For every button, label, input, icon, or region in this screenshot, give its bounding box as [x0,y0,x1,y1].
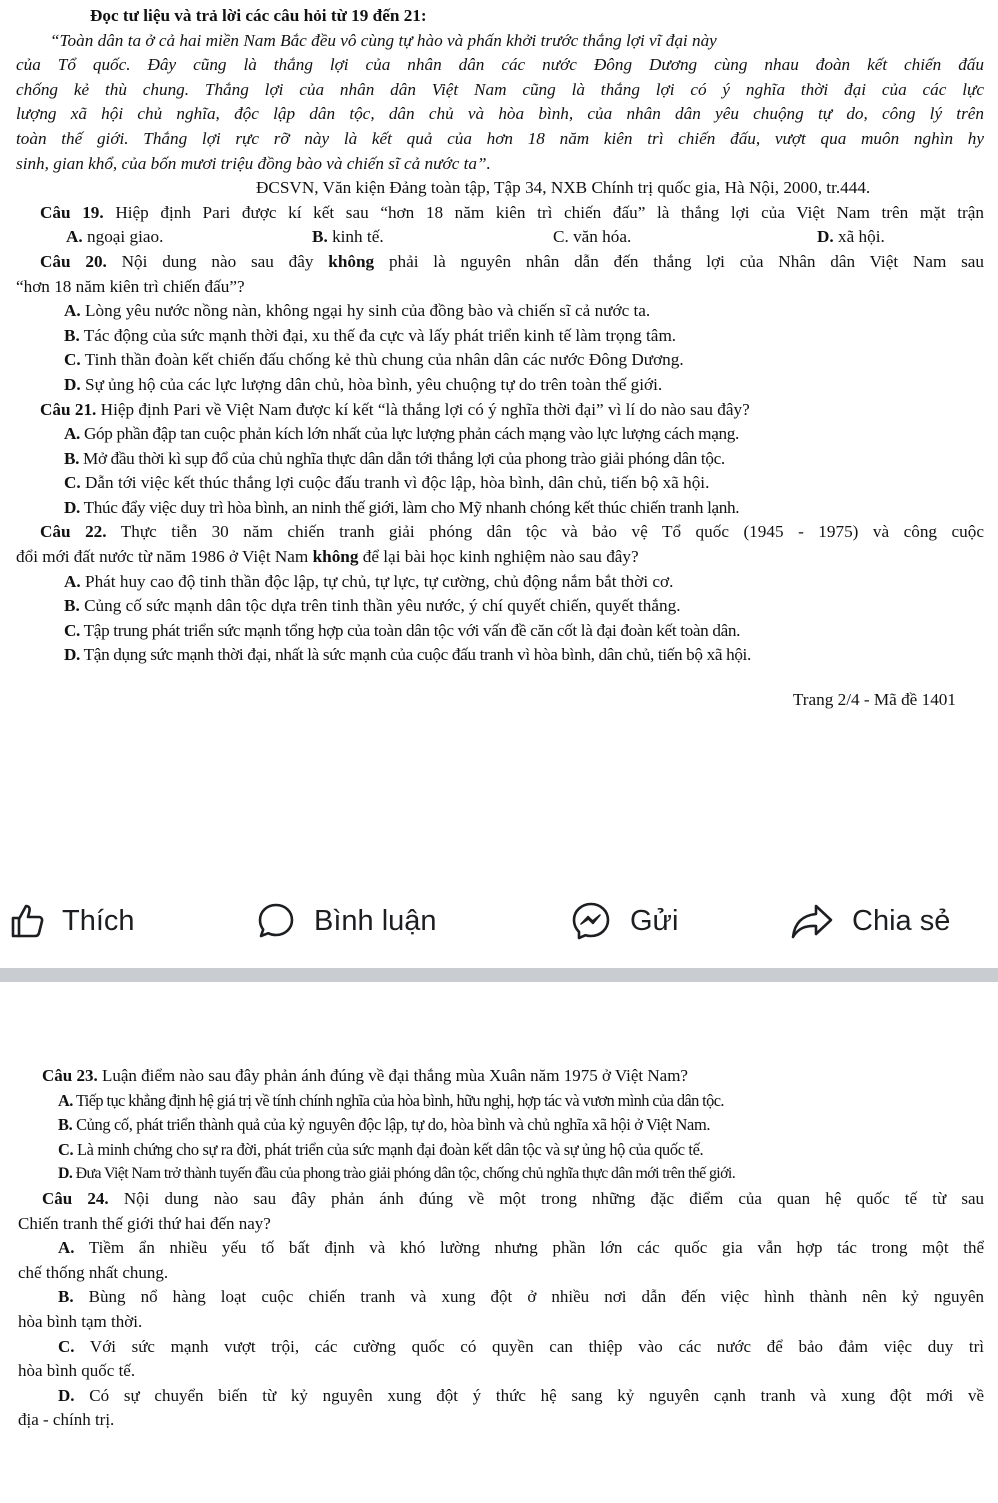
quote-block [16,29,984,177]
option-text: Với sức mạnh vượt trội, các cường quốc có quyền can thiệp vào các nước để bảo đảm việc duy trì [89,1336,984,1356]
option-text-cont: hòa bình tạm thời. [18,1311,143,1331]
option[interactable] [16,643,984,668]
option-text: Thúc đẩy việc duy trì hòa bình, an ninh thế giới, làm cho Mỹ nhanh chóng kết thúc chiến tranh lạnh. [83,497,740,517]
messenger-icon [570,900,612,942]
question-label: Câu 21. [40,399,97,419]
option-key: D. [64,645,81,665]
option-key: C. [58,1139,74,1159]
option[interactable] [66,225,163,250]
quote-source: ĐCSVN, Văn kiện Đảng toàn tập, Tập 34, NXB Chính trị quốc gia, Hà Nội, 2000, tr.444. [256,178,871,198]
q19-options [16,225,984,250]
option[interactable] [18,1384,984,1433]
share-label: Chia sẻ [852,904,951,937]
send-label: Gửi [630,904,679,937]
quote-line: của Tổ quốc. Đây cũng là thắng lợi của nhân dân các nước Đông Dương cùng nhau đoàn kết chiến đấu [16,55,984,75]
question-20 [16,250,984,275]
option-key: D. [64,497,81,517]
option-text: Tác động của sức mạnh thời đại, xu thế đa cực và lấy phát triển kinh tế làm trọng tâm. [83,325,677,345]
question-19 [16,201,984,226]
option-text: Góp phần đập tan cuộc phản kích lớn nhất của lực lượng phản cách mạng vào lực lượng cách mạng. [83,424,739,444]
question-label: Câu 24. [42,1188,109,1208]
question-text: Luận điểm nào sau đây phản ánh đúng về đại thắng mùa Xuân năm 1975 ở Việt Nam? [101,1066,688,1085]
quote-line: lượng xã hội chủ nghĩa, độc lập dân tộc, dân chủ và hòa bình, của nhân dân yêu chuộng tự do, công lý trên [16,104,984,124]
option-text: Tập trung phát triển sức mạnh tổng hợp của toàn dân tộc với vấn đề căn cốt là đại đoàn kết toàn dân. [83,620,741,640]
option-text: xã hội. [838,227,885,247]
send-button[interactable] [570,900,678,942]
quote-line: sinh, gian khổ, của bốn mươi triệu đồng bào và chiến sĩ cả nước ta”. [16,153,491,173]
question-label: Câu 22. [40,522,107,542]
option[interactable] [312,225,384,250]
option-text: ngoại giao. [87,227,164,247]
option[interactable] [16,619,984,644]
option[interactable] [16,570,984,595]
option-text: Là minh chứng cho sự ra đời, phát triển của sức mạnh đại đoàn kết dân tộc và sự ủng hộ của quốc tế. [77,1139,704,1159]
question-text: Nội dung nào sau đây [121,251,314,271]
option[interactable] [18,1236,984,1285]
option-text: Đưa Việt Nam trở thành tuyến đầu của phong trào giải phóng dân tộc, chống chủ nghĩa thực dân mới trên thế giới. [75,1165,736,1183]
option-text: Mở đầu thời kì sụp đổ của chủ nghĩa thực dân dẫn tới thắng lợi của phong trào giải phóng dân tộc. [83,448,725,468]
option[interactable] [18,1089,984,1114]
comment-label: Bình luận [314,904,437,937]
option-key: B. [64,325,80,345]
question-23 [18,1064,984,1089]
option-key: C. [64,350,81,370]
thumbs-up-icon [10,903,44,939]
question-emphasis: không [328,251,375,271]
question-22 [16,520,984,545]
like-button[interactable] [10,903,135,939]
option-text: Tinh thần đoàn kết chiến đấu chống kẻ thù chung của nhân dân các nước Đông Dương. [84,350,684,370]
option-text: Bùng nổ hàng loạt cuộc chiến tranh và xung đột ở nhiều nơi dẫn đến việc hình thành nên kỷ nguyên [88,1287,984,1307]
option-key: C. [64,473,81,493]
option-text: Dẫn tới việc kết thúc thắng lợi cuộc đấu tranh vì độc lập, hòa bình, dân chủ, tiến bộ xã hội. [85,473,710,493]
option-text: Sự ủng hộ của các lực lượng dân chủ, hòa bình, yêu chuộng tự do trên toàn thế giới. [85,374,663,394]
page-footer: Trang 2/4 - Mã đề 1401 [792,690,956,710]
quote-line: chống kẻ thù chung. Thắng lợi của nhân dân Việt Nam cũng là thắng lợi có ý nghĩa thời đại của các lực [16,79,984,99]
option[interactable] [18,1113,984,1138]
option[interactable] [16,422,984,447]
option-key: A. [66,227,83,247]
option[interactable] [16,496,984,521]
question-emphasis: không [312,547,359,567]
section-header: Đọc tư liệu và trả lời các câu hỏi từ 19 đến 21: [90,6,427,25]
question-label: Câu 23. [42,1066,98,1085]
question-text: đổi mới đất nước từ năm 1986 ở Việt Nam [16,547,309,567]
option-key: C. [58,1336,75,1356]
question-text: Hiệp định Pari được kí kết sau “hơn 18 năm kiên trì chiến đấu” là thắng lợi của Việt Nam trên mặt trận [115,202,984,222]
option-text: kinh tế. [332,227,384,247]
option[interactable] [16,447,984,472]
option-key: D. [64,374,81,394]
option-key: B. [64,448,80,468]
comment-icon [256,901,296,941]
like-label: Thích [62,904,135,937]
option[interactable] [553,225,631,250]
share-button[interactable] [790,901,950,941]
option-text: Tiềm ẩn nhiều yếu tố bất định và khó lường nhưng phần lớn các quốc gia vẫn hợp tác trong một thể [88,1238,984,1258]
option-text-cont: hòa bình quốc tế. [18,1361,136,1381]
option[interactable] [18,1138,984,1163]
option-text: Có sự chuyển biến từ kỷ nguyên xung đột ý thức hệ sang kỷ nguyên cạnh tranh và xung đột mới về [89,1385,984,1405]
option[interactable] [16,594,984,619]
exam-page-bottom [0,1064,998,1433]
option-key: B. [58,1115,73,1135]
question-24 [18,1187,984,1212]
question-text: Thực tiễn 30 năm chiến tranh giải phóng dân tộc và bảo vệ Tổ quốc (1945 - 1975) và công cuộc [120,522,984,542]
option-key: D. [58,1385,75,1405]
quote-line: “Toàn dân ta ở cả hai miền Nam Bắc đều vô cùng tự hào và phấn khởi trước thắng lợi vĩ đại này [50,30,717,50]
question-label: Câu 19. [40,202,104,222]
option[interactable] [16,471,984,496]
comment-button[interactable] [256,901,437,941]
post-action-bar [0,878,998,964]
option-text: Củng cố, phát triển thành quả của kỷ nguyên độc lập, tự do, hòa bình và chủ nghĩa xã hội ở Việt Nam. [76,1115,711,1135]
option[interactable] [16,324,984,349]
post-divider [0,968,998,982]
option-key: A. [58,1090,73,1110]
question-20-cont: “hơn 18 năm kiên trì chiến đấu”? [16,276,245,296]
question-21 [16,398,984,423]
option-key: A. [64,571,81,591]
option[interactable] [18,1162,984,1187]
option-text-cont: địa - chính trị. [18,1410,115,1430]
option-key: D. [817,227,834,247]
option-key: A. [64,424,81,444]
question-text: phải là nguyên nhân dẫn đến thắng lợi của Nhân dân Việt Nam sau [388,251,984,271]
option-key: B. [312,227,328,247]
option-key: A. [58,1238,75,1258]
option-key: B. [64,596,80,616]
option-text: Lòng yêu nước nồng nàn, không ngại hy sinh của đồng bào và chiến sĩ cả nước ta. [85,301,651,321]
option-text: văn hóa. [573,227,632,247]
option-key: B. [58,1287,74,1307]
option-key: A. [64,301,81,321]
question-text: Nội dung nào sau đây phản ánh đúng về một trong những đặc điểm của quan hệ quốc tế từ sau [123,1188,984,1208]
option-key: C. [553,227,569,247]
option[interactable] [817,225,885,250]
option[interactable] [16,299,984,324]
option-text: Củng cố sức mạnh dân tộc dựa trên tinh thần yêu nước, ý chí quyết chiến, quyết thắng. [84,596,681,616]
option-key: C. [64,620,81,640]
question-label: Câu 20. [40,251,107,271]
question-text: Hiệp định Pari về Việt Nam được kí kết “là thắng lợi có ý nghĩa thời đại” vì lí do nào sau đây? [100,399,750,419]
option-text: Tận dụng sức mạnh thời đại, nhất là sức mạnh của cuộc đấu tranh vì hòa bình, dân chủ, tiến bộ xã hội. [83,645,751,665]
option[interactable] [18,1335,984,1384]
option-text: Phát huy cao độ tinh thần độc lập, tự chủ, tự lực, tự cường, chủ động nắm bắt thời cơ. [85,571,674,591]
exam-page-top [0,4,998,713]
option[interactable] [16,348,984,373]
option[interactable] [18,1285,984,1334]
option-text: Tiếp tục khẳng định hệ giá trị về tính chính nghĩa của hòa bình, hữu nghị, hợp tác và vươn mình của dân tộc. [75,1090,724,1110]
option-text-cont: chế thống nhất chung. [18,1262,169,1282]
option[interactable] [16,373,984,398]
question-24-cont: Chiến tranh thế giới thứ hai đến nay? [18,1213,271,1233]
option-key: D. [58,1165,73,1183]
quote-line: toàn thế giới. Thắng lợi rực rỡ này là kết quả của hơn 18 năm kiên trì chiến đấu, vượt qua muôn nghìn hy [16,128,984,148]
share-icon [790,901,834,941]
question-text: để lại bài học kinh nghiệm nào sau đây? [362,547,639,567]
question-22-cont [16,545,984,570]
